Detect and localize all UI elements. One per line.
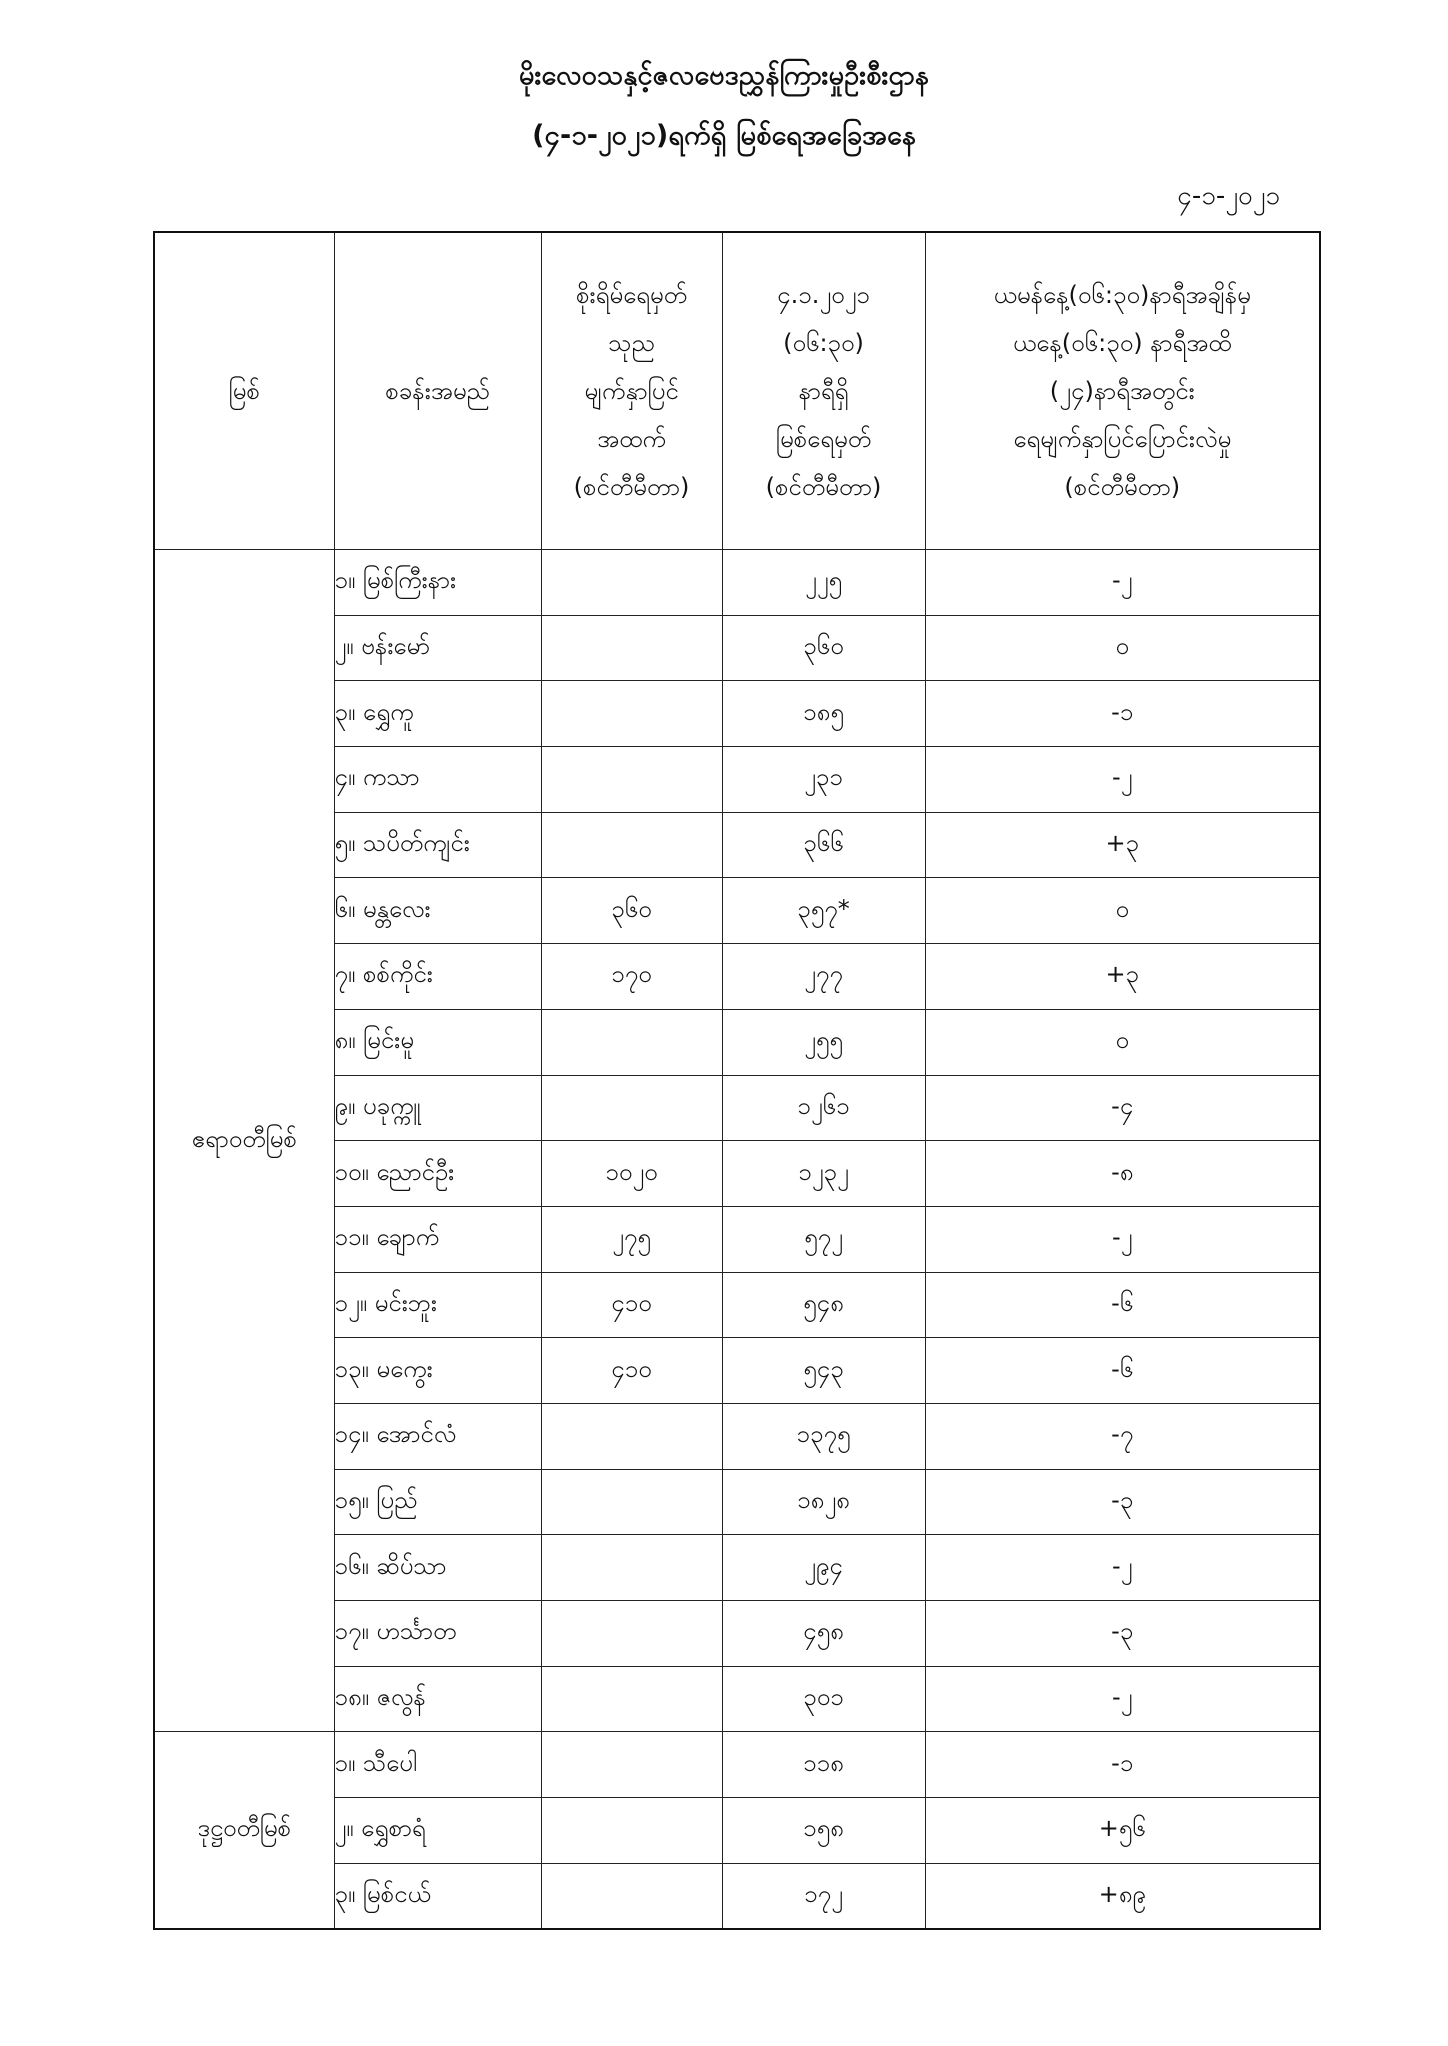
level-change-cell: +၃ bbox=[925, 944, 1320, 1010]
warning-level-cell bbox=[541, 615, 722, 681]
water-level-cell: ၅၇၂ bbox=[722, 1206, 925, 1272]
station-name-cell: ၁၅။ ပြည် bbox=[334, 1469, 541, 1535]
station-name-cell: ၁၁။ ချောက် bbox=[334, 1206, 541, 1272]
level-change-cell: -၁ bbox=[925, 1732, 1320, 1798]
level-change-cell: ၀ bbox=[925, 615, 1320, 681]
station-name-cell: ၆။ မန္တလေး bbox=[334, 878, 541, 944]
water-level-cell: ၄၅၈ bbox=[722, 1601, 925, 1667]
river-name-cell: ဒုဋ္ဌဝတီမြစ် bbox=[154, 1732, 334, 1929]
table-row bbox=[154, 1732, 1320, 1798]
warning-level-cell bbox=[541, 1403, 722, 1469]
level-change-cell: -၁ bbox=[925, 681, 1320, 747]
warning-level-cell: ၁၇၀ bbox=[541, 944, 722, 1010]
warning-level-cell bbox=[541, 812, 722, 878]
document-title: မိုးလေဝသနှင့်ဇလဗေဒညွှန်ကြားမှုဦးစီးဌာန bbox=[519, 60, 929, 91]
level-change-cell: +၈၉ bbox=[925, 1863, 1320, 1929]
level-change-cell: -၂ bbox=[925, 1206, 1320, 1272]
header-water-level: ၄.၁.၂၀၂၁ (၀၆:၃၀) နာရီရှိ မြစ်ရေမှတ် (စင်တီမီတာ) bbox=[722, 232, 925, 550]
level-change-cell: -၂ bbox=[925, 747, 1320, 813]
station-name-cell: ၁။ မြစ်ကြီးနား bbox=[334, 550, 541, 616]
warning-level-cell: ၃၆၀ bbox=[541, 878, 722, 944]
station-name-cell: ၇။ စစ်ကိုင်း bbox=[334, 944, 541, 1010]
document-date: ၄-၁-၂၀၂၁ bbox=[1177, 181, 1280, 211]
water-level-cell: ၁၅၈ bbox=[722, 1798, 925, 1864]
station-name-cell: ၁၂။ မင်းဘူး bbox=[334, 1272, 541, 1338]
level-change-cell: +၅၆ bbox=[925, 1798, 1320, 1864]
warning-level-cell bbox=[541, 1009, 722, 1075]
table-body bbox=[154, 550, 1320, 1929]
warning-level-cell bbox=[541, 1732, 722, 1798]
station-name-cell: ၅။ သပိတ်ကျင်း bbox=[334, 812, 541, 878]
warning-level-cell bbox=[541, 1535, 722, 1601]
level-change-cell: -၆ bbox=[925, 1338, 1320, 1404]
level-change-cell: -၃ bbox=[925, 1601, 1320, 1667]
station-name-cell: ၄။ ကသာ bbox=[334, 747, 541, 813]
station-name-cell: ၂။ ရွှေစာရံ bbox=[334, 1798, 541, 1864]
station-name-cell: ၁၈။ ဇလွန် bbox=[334, 1666, 541, 1732]
level-change-cell: +၃ bbox=[925, 812, 1320, 878]
warning-level-cell: ၄၁၀ bbox=[541, 1338, 722, 1404]
station-name-cell: ၁၀။ ညောင်ဦး bbox=[334, 1141, 541, 1207]
table-row bbox=[154, 550, 1320, 616]
level-change-cell: ၀ bbox=[925, 1009, 1320, 1075]
water-level-cell: ၂၂၅ bbox=[722, 550, 925, 616]
water-level-cell: ၃၀၁ bbox=[722, 1666, 925, 1732]
level-change-cell: -၄ bbox=[925, 1075, 1320, 1141]
warning-level-cell: ၄၁၀ bbox=[541, 1272, 722, 1338]
water-level-cell: ၁၂၆၁ bbox=[722, 1075, 925, 1141]
level-change-cell: -၈ bbox=[925, 1141, 1320, 1207]
warning-level-cell bbox=[541, 1666, 722, 1732]
water-level-cell: ၁၈၂၈ bbox=[722, 1469, 925, 1535]
level-change-cell: -၃ bbox=[925, 1469, 1320, 1535]
station-name-cell: ၉။ ပခုက္ကူ bbox=[334, 1075, 541, 1141]
warning-level-cell bbox=[541, 1863, 722, 1929]
warning-level-cell bbox=[541, 1601, 722, 1667]
warning-level-cell bbox=[541, 1075, 722, 1141]
water-level-cell: ၁၃၇၅ bbox=[722, 1403, 925, 1469]
water-level-cell: ၁၁၈ bbox=[722, 1732, 925, 1798]
river-name-cell: ဧရာဝတီမြစ် bbox=[154, 550, 334, 1732]
warning-level-cell bbox=[541, 1798, 722, 1864]
header-24h-change: ယမန်နေ့(၀၆:၃၀)နာရီအချိန်မှ ယနေ့(၀၆:၃၀) နာရီအထိ (၂၄)နာရီအတွင်း ရေမျက်နှာပြင်ပြောင်းလဲမှု (စင်တီမီတာ) bbox=[925, 232, 1320, 550]
station-name-cell: ၈။ မြင်းမူ bbox=[334, 1009, 541, 1075]
water-level-cell: ၂၇၇ bbox=[722, 944, 925, 1010]
level-change-cell: -၇ bbox=[925, 1403, 1320, 1469]
station-name-cell: ၂။ ဗန်းမော် bbox=[334, 615, 541, 681]
warning-level-cell bbox=[541, 550, 722, 616]
water-level-cell: ၂၉၄ bbox=[722, 1535, 925, 1601]
station-name-cell: ၁၃။ မကွေး bbox=[334, 1338, 541, 1404]
station-name-cell: ၁၇။ ဟင်္သာတ bbox=[334, 1601, 541, 1667]
water-level-cell: ၂၅၅ bbox=[722, 1009, 925, 1075]
water-level-cell: ၃၆၀ bbox=[722, 615, 925, 681]
header-station: စခန်းအမည် bbox=[334, 232, 541, 550]
level-change-cell: -၂ bbox=[925, 550, 1320, 616]
warning-level-cell: ၁၀၂၀ bbox=[541, 1141, 722, 1207]
water-level-cell: ၅၄၃ bbox=[722, 1338, 925, 1404]
header-row bbox=[154, 232, 1320, 550]
warning-level-cell bbox=[541, 747, 722, 813]
station-name-cell: ၃။ မြစ်ငယ် bbox=[334, 1863, 541, 1929]
warning-level-cell bbox=[541, 1469, 722, 1535]
warning-level-cell bbox=[541, 681, 722, 747]
water-level-cell: ၁၇၂ bbox=[722, 1863, 925, 1929]
station-name-cell: ၁၆။ ဆိပ်သာ bbox=[334, 1535, 541, 1601]
water-level-cell: ၁၂၃၂ bbox=[722, 1141, 925, 1207]
water-level-cell: ၁၈၅ bbox=[722, 681, 925, 747]
header-river: မြစ် bbox=[154, 232, 334, 550]
station-name-cell: ၁။ သီပေါ bbox=[334, 1732, 541, 1798]
water-level-cell: ၂၃၁ bbox=[722, 747, 925, 813]
station-name-cell: ၁၄။ အောင်လံ bbox=[334, 1403, 541, 1469]
water-level-cell: ၅၄၈ bbox=[722, 1272, 925, 1338]
level-change-cell: -၂ bbox=[925, 1666, 1320, 1732]
warning-level-cell: ၂၇၅ bbox=[541, 1206, 722, 1272]
level-change-cell: -၂ bbox=[925, 1535, 1320, 1601]
header-warning-level: စိုးရိမ်ရေမှတ် သုည မျက်နှာပြင် အထက် (စင်တီမီတာ) bbox=[541, 232, 722, 550]
level-change-cell: -၆ bbox=[925, 1272, 1320, 1338]
water-level-cell: ၃၆၆ bbox=[722, 812, 925, 878]
water-level-cell: ၃၅၇* bbox=[722, 878, 925, 944]
river-level-table bbox=[153, 231, 1321, 1930]
station-name-cell: ၃။ ရွှေကူ bbox=[334, 681, 541, 747]
level-change-cell: ၀ bbox=[925, 878, 1320, 944]
document-subtitle: (၄-၁-၂၀၂၁)ရက်ရှိ မြစ်ရေအခြေအနေ bbox=[532, 120, 916, 151]
